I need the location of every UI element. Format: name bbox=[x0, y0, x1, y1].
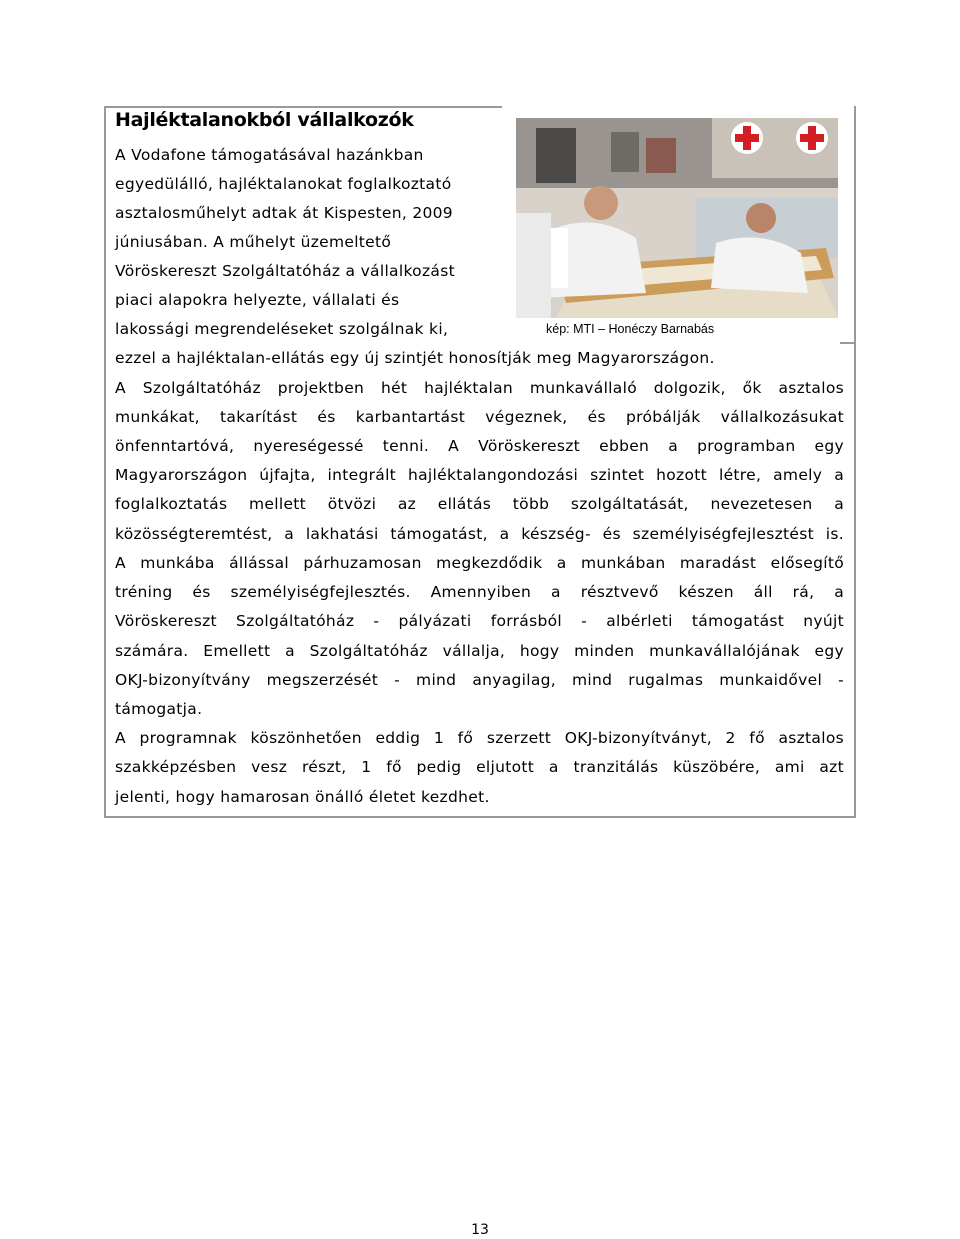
article-line: önfenntartóvá, nyereségessé tenni. A Vöröskereszt ebben a programban egy bbox=[115, 437, 844, 455]
article-line: egyedülálló, hajléktalanokat foglalkoztató bbox=[115, 175, 452, 193]
article-line: A programnak köszönhetően eddig 1 fő szerzett OKJ-bizonyítványt, 2 fő asztalos bbox=[115, 729, 844, 747]
article-line: foglalkoztatás mellett ötvözi az ellátás több szolgáltatását, nevezetesen a bbox=[115, 495, 844, 513]
photo-illustration bbox=[516, 118, 838, 318]
article-line: jelenti, hogy hamarosan önálló életet kezdhet. bbox=[115, 788, 490, 806]
article-line: ezzel a hajléktalan-ellátás egy új szintjét honosítják meg Magyarországon. bbox=[115, 349, 715, 367]
article-line: munkákat, takarítást és karbantartást végeznek, és próbálják vállalkozásukat bbox=[115, 408, 844, 426]
photo-caption: kép: MTI – Honéczy Barnabás bbox=[546, 322, 715, 336]
article-line: lakossági megrendeléseket szolgálnak ki, bbox=[115, 320, 449, 338]
article-line: júniusában. A műhelyt üzemeltető bbox=[115, 233, 392, 251]
article-line: Vöröskereszt Szolgáltatóház a vállalkozást bbox=[115, 262, 455, 280]
article-title: Hajléktalanokból vállalkozók bbox=[115, 109, 414, 131]
article-photo bbox=[516, 118, 838, 318]
article-line: támogatja. bbox=[115, 700, 203, 718]
page-number: 13 bbox=[471, 1222, 489, 1238]
article-line: Vöröskereszt Szolgáltatóház - pályázati forrásból - albérleti támogatást nyújt bbox=[115, 612, 844, 630]
article-line: számára. Emellett a Szolgáltatóház vállalja, hogy minden munkavállalójának egy bbox=[115, 642, 844, 660]
article-line: szakképzésben vesz részt, 1 fő pedig eljutott a tranzitálás küszöbére, ami azt bbox=[115, 758, 844, 776]
article-line: A munkába állással párhuzamosan megkezdődik a munkában maradást elősegítő bbox=[115, 554, 844, 572]
article-line: A Szolgáltatóház projektben hét hajléktalan munkavállaló dolgozik, ők asztalos bbox=[115, 379, 844, 397]
article-line: tréning és személyiségfejlesztés. Amennyiben a résztvevő készen áll rá, a bbox=[115, 583, 844, 601]
article-line: Magyarországon újfajta, integrált hajléktalangondozási szintet hozott létre, amely a bbox=[115, 466, 844, 484]
article-line: OKJ-bizonyítvány megszerzését - mind anyagilag, mind rugalmas munkaidővel - bbox=[115, 671, 844, 689]
article-frame-top-border-right bbox=[840, 342, 856, 344]
article-line: asztalosműhelyt adtak át Kispesten, 2009 bbox=[115, 204, 453, 222]
article-line: közösségteremtést, a lakhatási támogatást, a készség- és személyiségfejlesztést is. bbox=[115, 525, 844, 543]
article-line: piaci alapokra helyezte, vállalati és bbox=[115, 291, 400, 309]
article-line: A Vodafone támogatásával hazánkban bbox=[115, 146, 424, 164]
